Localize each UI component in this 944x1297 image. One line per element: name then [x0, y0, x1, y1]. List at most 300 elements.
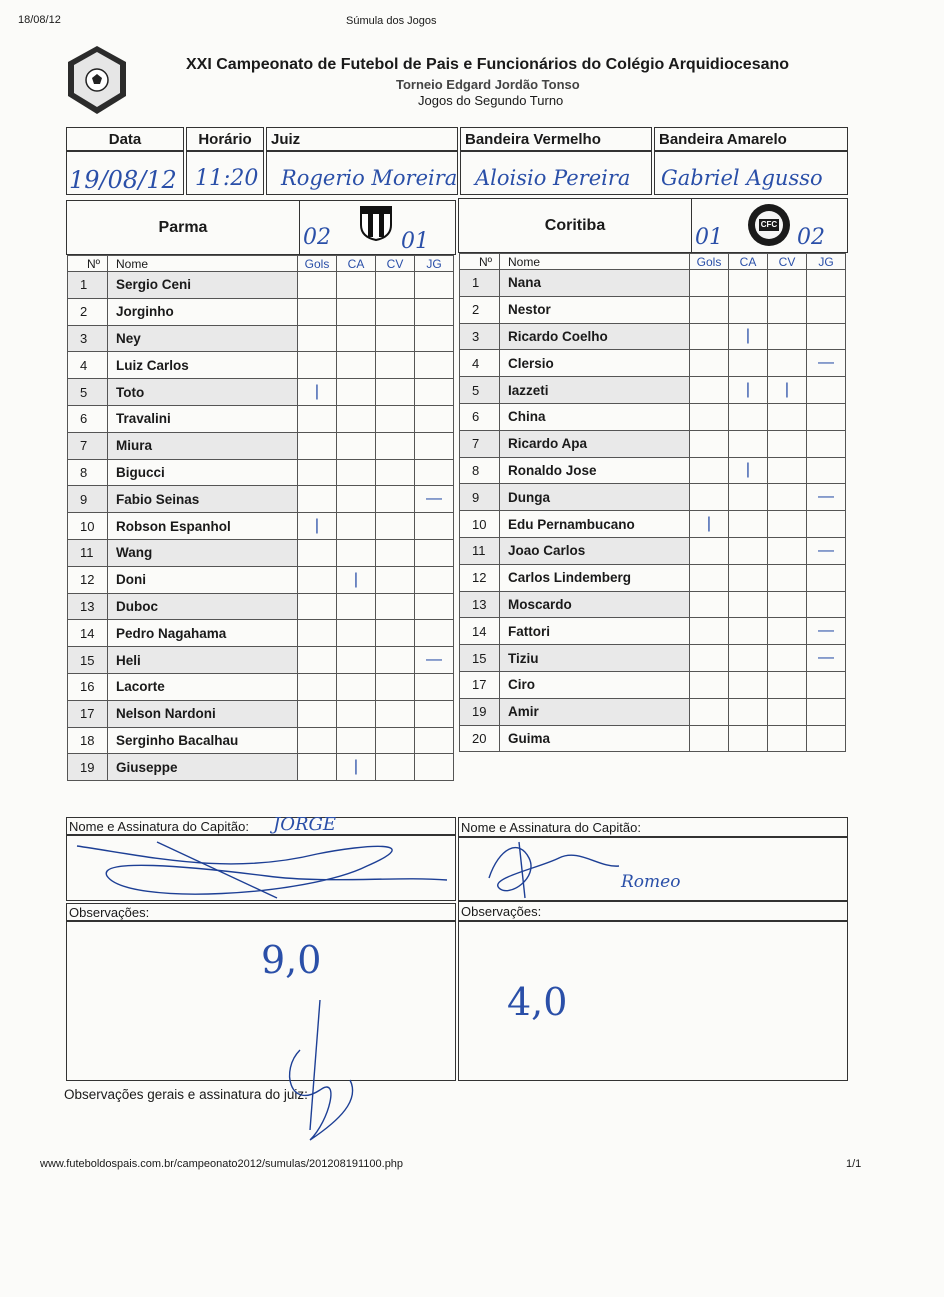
goals-cell: | — [298, 513, 337, 540]
player-name: Sergio Ceni — [108, 272, 298, 299]
yellow-card-cell — [337, 298, 376, 325]
goals-cell — [298, 405, 337, 432]
yellow-card-cell — [729, 430, 768, 457]
home-obs-written: 9,0 — [261, 938, 322, 982]
table-row — [68, 432, 454, 459]
player-number: 18 — [68, 727, 108, 754]
red-card-cell — [768, 591, 807, 618]
yellow-card-cell — [729, 591, 768, 618]
player-number: 2 — [460, 296, 500, 323]
goals-cell — [690, 484, 729, 511]
table-row — [68, 379, 454, 406]
played-cell — [415, 754, 454, 781]
red-card-cell — [768, 350, 807, 377]
player-number: 15 — [68, 647, 108, 674]
table-row — [68, 539, 454, 566]
played-cell — [415, 379, 454, 406]
player-name: Ricardo Coelho — [500, 323, 690, 350]
away-obs-box — [458, 921, 848, 1081]
home-team-header — [66, 200, 456, 255]
yellow-card-cell — [337, 405, 376, 432]
column-header-goals: Gols — [298, 256, 337, 272]
column-header-cv: CV — [376, 256, 415, 272]
yellow-card-cell — [729, 484, 768, 511]
player-number: 20 — [460, 725, 500, 752]
yellow-card-cell: | — [729, 323, 768, 350]
yellow-card-cell — [729, 645, 768, 672]
goals-cell — [690, 618, 729, 645]
referee-value: Rogerio Moreira — [281, 166, 458, 190]
away-team-header — [458, 198, 848, 253]
player-number: 5 — [68, 379, 108, 406]
column-header-jg: JG — [415, 256, 454, 272]
parma-crest-icon — [359, 205, 393, 246]
red-card-cell — [768, 296, 807, 323]
table-row — [68, 513, 454, 540]
table-row — [460, 591, 846, 618]
played-cell — [415, 272, 454, 299]
tournament-subtitle: Torneio Edgard Jordão Tonso — [396, 77, 580, 92]
yellow-card-cell — [729, 537, 768, 564]
player-number: 10 — [68, 513, 108, 540]
referee-field — [266, 151, 458, 195]
championship-logo — [66, 44, 128, 116]
played-cell: — — [415, 486, 454, 513]
column-header-no: Nº — [68, 256, 108, 272]
away-captain-label: Nome e Assinatura do Capitão: — [461, 820, 641, 835]
column-header-name: Nome — [108, 256, 298, 272]
table-row — [68, 325, 454, 352]
away-captain-label-box — [458, 817, 848, 837]
yellow-card-cell — [337, 539, 376, 566]
player-name: Fabio Seinas — [108, 486, 298, 513]
table-row — [68, 405, 454, 432]
red-card-cell — [768, 618, 807, 645]
footer-page: 1/1 — [846, 1158, 862, 1170]
goals-cell — [298, 325, 337, 352]
player-name: Jorginho — [108, 298, 298, 325]
table-row — [460, 618, 846, 645]
played-cell: — — [807, 645, 846, 672]
away-obs-label: Observações: — [461, 904, 542, 919]
time-field — [186, 151, 264, 195]
player-number: 8 — [460, 457, 500, 484]
played-cell — [807, 457, 846, 484]
table-row — [460, 511, 846, 538]
table-row — [68, 298, 454, 325]
player-number: 11 — [68, 539, 108, 566]
yellow-card-cell — [337, 325, 376, 352]
red-card-cell — [376, 727, 415, 754]
player-number: 19 — [68, 754, 108, 781]
goals-cell — [298, 647, 337, 674]
goals-cell — [298, 754, 337, 781]
home-obs-label-box — [66, 903, 456, 921]
yellow-card-cell — [337, 432, 376, 459]
table-row — [68, 352, 454, 379]
player-number: 9 — [68, 486, 108, 513]
yellow-card-cell — [729, 403, 768, 430]
player-number: 5 — [460, 377, 500, 404]
yellow-card-cell — [729, 698, 768, 725]
player-name: Serginho Bacalhau — [108, 727, 298, 754]
played-cell — [415, 593, 454, 620]
yellow-card-cell — [337, 700, 376, 727]
table-row — [460, 430, 846, 457]
played-cell — [415, 566, 454, 593]
goals-cell — [690, 725, 729, 752]
yellow-card-cell — [337, 593, 376, 620]
red-card-cell — [768, 430, 807, 457]
played-cell: — — [807, 484, 846, 511]
red-card-cell — [376, 405, 415, 432]
table-row — [68, 272, 454, 299]
round-label: Jogos do Segundo Turno — [418, 93, 564, 108]
player-name: Travalini — [108, 405, 298, 432]
table-row — [460, 537, 846, 564]
player-number: 2 — [68, 298, 108, 325]
red-card-cell: | — [768, 377, 807, 404]
goals-cell — [690, 270, 729, 297]
goals-cell — [690, 645, 729, 672]
home-captain-signature-box — [66, 835, 456, 901]
table-row — [460, 457, 846, 484]
red-card-cell — [376, 566, 415, 593]
player-number: 6 — [460, 403, 500, 430]
player-name: Pedro Nagahama — [108, 620, 298, 647]
away-obs-written: 4,0 — [507, 980, 568, 1024]
table-row — [68, 700, 454, 727]
home-column-header-row — [68, 256, 454, 272]
player-name: China — [500, 403, 690, 430]
player-name: Doni — [108, 566, 298, 593]
red-card-cell — [768, 403, 807, 430]
player-number: 15 — [460, 645, 500, 672]
red-card-cell — [768, 484, 807, 511]
player-name: Carlos Lindemberg — [500, 564, 690, 591]
player-name: Joao Carlos — [500, 537, 690, 564]
home-team-name: Parma — [67, 201, 300, 254]
played-cell — [415, 298, 454, 325]
player-number: 4 — [68, 352, 108, 379]
goals-cell — [298, 432, 337, 459]
table-row — [460, 323, 846, 350]
red-card-cell — [768, 537, 807, 564]
goals-cell — [690, 323, 729, 350]
player-number: 6 — [68, 405, 108, 432]
goals-cell — [690, 671, 729, 698]
goals-cell — [298, 566, 337, 593]
player-number: 17 — [68, 700, 108, 727]
yellow-card-cell: | — [729, 457, 768, 484]
column-header-ca: CA — [337, 256, 376, 272]
table-row — [68, 593, 454, 620]
yellow-card-cell — [729, 270, 768, 297]
player-number: 11 — [460, 537, 500, 564]
played-cell — [807, 296, 846, 323]
yellow-flag-label: Bandeira Amarelo — [654, 127, 848, 151]
table-row — [460, 350, 846, 377]
player-name: Moscardo — [500, 591, 690, 618]
played-cell — [807, 671, 846, 698]
goals-cell — [298, 539, 337, 566]
goals-cell — [690, 296, 729, 323]
played-cell — [807, 511, 846, 538]
player-name: Robson Espanhol — [108, 513, 298, 540]
time-value: 11:20 — [195, 166, 259, 191]
played-cell — [807, 698, 846, 725]
player-number: 3 — [68, 325, 108, 352]
played-cell — [807, 591, 846, 618]
played-cell: — — [415, 647, 454, 674]
red-card-cell — [376, 620, 415, 647]
column-header-cv: CV — [768, 254, 807, 270]
home-captain-written: JORGE — [273, 814, 337, 835]
played-cell: — — [807, 350, 846, 377]
red-card-cell — [376, 272, 415, 299]
goals-cell — [298, 486, 337, 513]
yellow-card-cell — [729, 564, 768, 591]
yellow-card-cell — [337, 352, 376, 379]
away-roster-table — [459, 253, 846, 752]
player-name: Nelson Nardoni — [108, 700, 298, 727]
played-cell — [415, 673, 454, 700]
away-column-header-row — [460, 254, 846, 270]
red-card-cell — [768, 457, 807, 484]
table-row — [68, 754, 454, 781]
red-card-cell — [768, 323, 807, 350]
home-captain-label-box — [66, 814, 456, 835]
goals-cell — [690, 537, 729, 564]
away-captain-signature-box — [458, 837, 848, 901]
player-name: Amir — [500, 698, 690, 725]
player-name: Guima — [500, 725, 690, 752]
played-cell — [807, 323, 846, 350]
red-card-cell — [376, 754, 415, 781]
played-cell — [807, 725, 846, 752]
player-name: Edu Pernambucano — [500, 511, 690, 538]
red-card-cell — [768, 645, 807, 672]
yellow-card-cell — [337, 513, 376, 540]
yellow-flag-field — [654, 151, 848, 195]
goals-cell — [298, 352, 337, 379]
red-card-cell — [376, 459, 415, 486]
table-row — [460, 671, 846, 698]
column-header-name: Nome — [500, 254, 690, 270]
away-team-name: Coritiba — [459, 199, 692, 252]
table-row — [68, 566, 454, 593]
goals-cell: | — [298, 379, 337, 406]
played-cell — [415, 459, 454, 486]
table-row — [460, 270, 846, 297]
player-name: Clersio — [500, 350, 690, 377]
red-flag-label: Bandeira Vermelho — [460, 127, 652, 151]
player-name: Giuseppe — [108, 754, 298, 781]
player-name: Duboc — [108, 593, 298, 620]
table-row — [460, 296, 846, 323]
goals-cell — [690, 564, 729, 591]
played-cell — [807, 564, 846, 591]
yellow-card-cell: | — [729, 377, 768, 404]
page-title: XXI Campeonato de Futebol de Pais e Funcionários do Colégio Arquidiocesano — [186, 56, 790, 73]
print-date: 18/08/12 — [18, 14, 61, 26]
played-cell — [807, 403, 846, 430]
yellow-flag-value: Gabriel Agusso — [661, 166, 823, 190]
table-row — [68, 647, 454, 674]
player-number: 7 — [460, 430, 500, 457]
goals-cell — [298, 620, 337, 647]
crest-text: CFC — [760, 220, 778, 229]
home-goals-written: 02 — [303, 225, 331, 250]
goals-cell: | — [690, 511, 729, 538]
table-row — [68, 459, 454, 486]
player-number: 12 — [68, 566, 108, 593]
red-card-cell — [376, 379, 415, 406]
yellow-card-cell — [337, 272, 376, 299]
player-number: 4 — [460, 350, 500, 377]
played-cell — [807, 377, 846, 404]
goals-cell — [298, 727, 337, 754]
goals-cell — [690, 457, 729, 484]
red-card-cell — [376, 352, 415, 379]
goals-cell — [298, 673, 337, 700]
yellow-card-cell — [729, 671, 768, 698]
player-name: Ricardo Apa — [500, 430, 690, 457]
print-title: Súmula dos Jogos — [346, 15, 437, 27]
played-cell — [415, 727, 454, 754]
yellow-card-cell — [729, 350, 768, 377]
player-number: 14 — [460, 618, 500, 645]
played-cell — [807, 430, 846, 457]
played-cell — [415, 405, 454, 432]
yellow-card-cell — [337, 620, 376, 647]
table-row — [68, 673, 454, 700]
player-name: Heli — [108, 647, 298, 674]
red-card-cell — [376, 647, 415, 674]
played-cell — [415, 700, 454, 727]
goals-cell — [298, 272, 337, 299]
yellow-card-cell — [337, 459, 376, 486]
player-name: Luiz Carlos — [108, 352, 298, 379]
goals-cell — [298, 298, 337, 325]
player-number: 14 — [68, 620, 108, 647]
player-name: Miura — [108, 432, 298, 459]
table-row — [68, 727, 454, 754]
column-header-no: Nº — [460, 254, 500, 270]
player-name: Ronaldo Jose — [500, 457, 690, 484]
table-row — [460, 377, 846, 404]
player-number: 7 — [68, 432, 108, 459]
red-card-cell — [376, 593, 415, 620]
table-row — [460, 725, 846, 752]
goals-cell — [690, 377, 729, 404]
red-card-cell — [768, 511, 807, 538]
date-label: Data — [66, 127, 184, 151]
played-cell: — — [807, 537, 846, 564]
coritiba-crest-icon — [747, 203, 791, 247]
player-name: Ciro — [500, 671, 690, 698]
red-card-cell — [768, 564, 807, 591]
goals-cell — [690, 350, 729, 377]
red-card-cell — [376, 486, 415, 513]
goals-cell — [298, 459, 337, 486]
table-row — [460, 645, 846, 672]
away-captain-written: Romeo — [621, 872, 681, 892]
date-value: 19/08/12 — [69, 166, 177, 194]
player-name: Fattori — [500, 618, 690, 645]
table-row — [460, 403, 846, 430]
player-number: 16 — [68, 673, 108, 700]
yellow-card-cell — [729, 296, 768, 323]
away-goals-written: 01 — [695, 225, 723, 250]
red-card-cell — [376, 539, 415, 566]
played-cell — [415, 432, 454, 459]
played-cell — [415, 620, 454, 647]
yellow-card-cell — [729, 618, 768, 645]
player-name: Bigucci — [108, 459, 298, 486]
referee-obs-label: Observações gerais e assinatura do juiz: — [64, 1087, 308, 1102]
date-field — [66, 151, 184, 195]
table-row — [460, 484, 846, 511]
yellow-card-cell — [337, 647, 376, 674]
player-number: 1 — [68, 272, 108, 299]
table-row — [68, 620, 454, 647]
red-card-cell — [376, 513, 415, 540]
player-name: Dunga — [500, 484, 690, 511]
player-number: 10 — [460, 511, 500, 538]
player-number: 3 — [460, 323, 500, 350]
goals-cell — [298, 700, 337, 727]
home-roster-table — [67, 255, 454, 781]
footer-url: www.futeboldospais.com.br/campeonato2012/sumulas/201208191100.php — [40, 1158, 404, 1170]
yellow-card-cell: | — [337, 754, 376, 781]
home-obs-box — [66, 921, 456, 1081]
player-name: Iazzeti — [500, 377, 690, 404]
red-card-cell — [376, 325, 415, 352]
time-label: Horário — [186, 127, 264, 151]
player-name: Toto — [108, 379, 298, 406]
player-number: 13 — [68, 593, 108, 620]
red-card-cell — [768, 671, 807, 698]
played-cell — [415, 513, 454, 540]
goals-cell — [690, 698, 729, 725]
goals-cell — [690, 403, 729, 430]
player-name: Wang — [108, 539, 298, 566]
player-number: 1 — [460, 270, 500, 297]
player-name: Tiziu — [500, 645, 690, 672]
played-cell — [807, 270, 846, 297]
table-row — [68, 486, 454, 513]
player-name: Lacorte — [108, 673, 298, 700]
goals-cell — [690, 430, 729, 457]
red-card-cell — [376, 432, 415, 459]
red-card-cell — [376, 700, 415, 727]
yellow-card-cell: | — [337, 566, 376, 593]
away-obs-label-box — [458, 901, 848, 921]
yellow-card-cell — [337, 673, 376, 700]
yellow-card-cell — [729, 511, 768, 538]
home-obs-label: Observações: — [69, 905, 150, 920]
played-cell — [415, 352, 454, 379]
player-name: Nana — [500, 270, 690, 297]
table-row — [460, 698, 846, 725]
yellow-card-cell — [337, 486, 376, 513]
column-header-goals: Gols — [690, 254, 729, 270]
red-card-cell — [376, 298, 415, 325]
red-card-cell — [376, 673, 415, 700]
yellow-card-cell — [337, 379, 376, 406]
away-cards-written: 02 — [797, 225, 825, 250]
